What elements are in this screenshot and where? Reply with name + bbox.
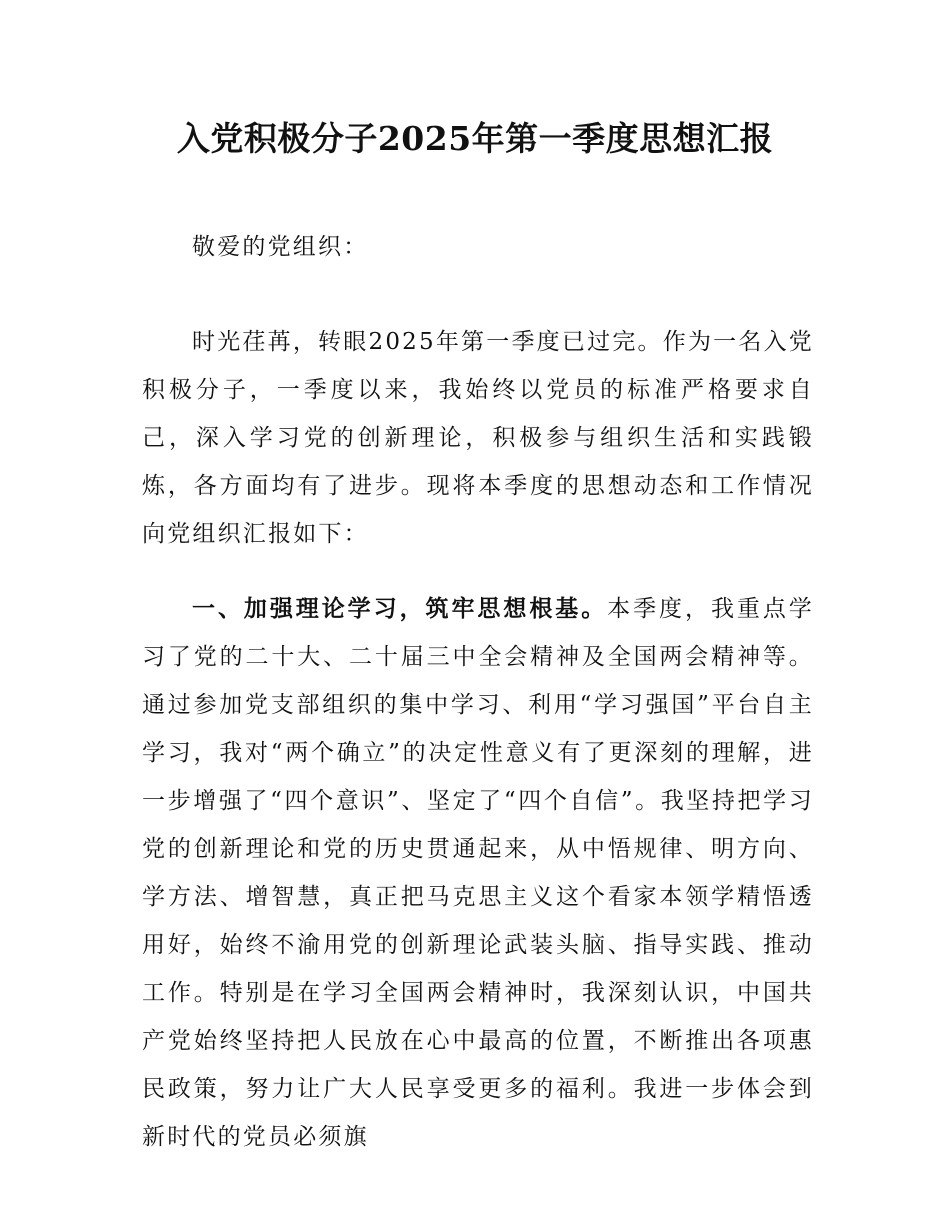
document-title: 入党积极分子2025年第一季度思想汇报 — [176, 119, 774, 158]
section-one-paragraph — [142, 585, 814, 1161]
intro-paragraph: 时光荏苒，转眼2025年第一季度已过完。作为一名入党积极分子，一季度以来，我始终以党员的标准严格要求自己，深入学习党的创新理论，积极参与组织生活和实践锻炼，各方面均有了进步。现将本季度的思想动态和工作情况向党组织汇报如下： — [142, 329, 814, 547]
section-one-body: 本季度，我重点学习了党的二十大、二十届三中全会精神及全国两会精神等。通过参加党支部组织的集中学习、利用“学习强国”平台自主学习，我对“两个确立”的决定性意义有了更深刻的理解，进一步增强了“四个意识”、坚定了“四个自信”。我坚持把学习党的创新理论和党的历史贯通起来，从中悟规律、明方向、学方法、增智慧，真正把马克思主义这个看家本领学精悟透用好，始终不渝用党的创新理论武装头脑、指导实践、推动工作。特别是在学习全国两会精神时，我深刻认识，中国共产党始终坚持把人民放在心中最高的位置，不断推出各项惠民政策，努力让广大人民享受更多的福利。我进一步体会到新时代的党员必须旗 — [142, 596, 814, 1150]
section-one-heading: 一、加强理论学习，筑牢思想根基。 — [192, 596, 608, 622]
salutation: 敬爱的党组织： — [192, 234, 369, 260]
